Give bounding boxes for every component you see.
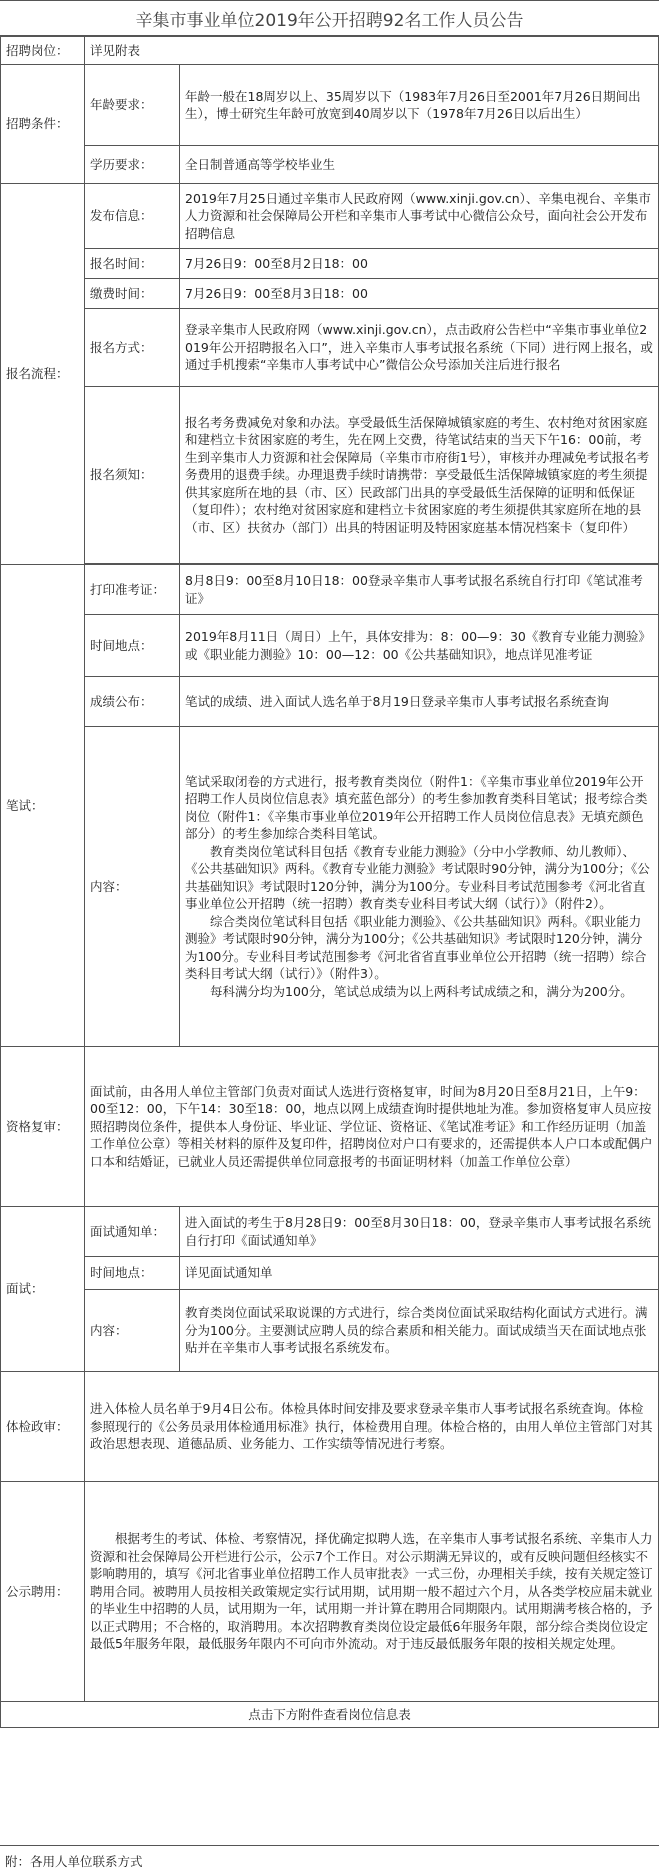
fee-label: 缴费时间： [85,279,180,309]
row-method [1,309,659,387]
row-age [1,65,659,146]
row-written-time [1,615,659,677]
written-content-p4: 每科满分均为100分，笔试总成绩为以上两科考试成绩之和，满分为200分。 [210,983,633,999]
publicity-label: 公示聘用： [1,1482,85,1702]
row-education [1,146,659,184]
row-attachment [1,1702,659,1728]
row-fee [1,279,659,309]
interview-content-label: 内容： [85,1290,180,1372]
interview-content-value: 教育类岗位面试采取说课的方式进行，综合类岗位面试采取结构化面试方式进行。满分为100分。主要测试应聘人员的综合素质和相关能力。面试成绩当天在面试地点张贴并在辛集市人事考试报名系统发布。 [180,1290,659,1372]
row-reg-time [1,249,659,279]
interview-notice-value: 进入面试的考生于8月28日9：00至8月30日18：00，登录辛集市人事考试报名系统自行打印《面试通知单》 [180,1207,659,1257]
row-publish [1,184,659,249]
education-value: 全日制普通高等学校毕业生 [180,146,659,184]
row-position [1,37,659,65]
results-value: 笔试的成绩、进入面试人选名单于8月19日登录辛集市人事考试报名系统查询 [180,677,659,727]
attachment-link[interactable]: 点击下方附件查看岗位信息表 [1,1702,659,1728]
written-time-label: 时间地点： [85,615,180,677]
row-publicity [1,1482,659,1702]
row-interview-notice [1,1207,659,1257]
interview-time-value: 详见面试通知单 [180,1257,659,1290]
page-title: 辛集市事业单位2019年公开招聘92名工作人员公告 [0,0,659,36]
reg-time-value: 7月26日9：00至8月2日18：00 [180,249,659,279]
publicity-value: 根据考生的考试、体检、考察情况，择优确定拟聘人选，在辛集市人事考试报名系统、辛集市人力资源和社会保障局公开栏进行公示，公示7个工作日。对公示期满无异议的，或有反映问题但经核实不影响聘用的，填写《河北省事业单位招聘工作人员审批表》一式三份，办理相关手续，按有关规定签订聘用合同。被聘用人员按相关政策规定实行试用期，试用期一般不超过六个月，从各类学校应届未就业的毕业生中招聘的人员，试用期为一年，试用期一并计算在聘用合同期限内。试用期满考核合格的，予以正式聘用；不合格的，取消聘用。本次招聘教育类岗位设定最低6年服务年限，部分综合类岗位设定最低5年服务年限，最低服务年限内不可向市外流动。对于违反最低服务年限的按相关规定处理。 [85,1482,659,1702]
publish-value: 2019年7月25日通过辛集市人民政府网（www.xinji.gov.cn）、辛集电视台、辛集市人力资源和社会保障局公开栏和辛集市人事考试中心微信公众号，面向社会公开发布招聘信息 [180,184,659,249]
notice-value: 报名考务费减免对象和办法。享受最低生活保障城镇家庭的考生、农村绝对贫困家庭和建档立卡贫困家庭的考生，先在网上交费，待笔试结束的当天下午16：00前，考生到辛集市人力资源和社会保障局（辛集市市府街1号），审核并办理减免考试报名考务费用的退费手续。办理退费手续时请携带：享受最低生活保障城镇家庭的考生须提供其家庭所在地的县（市、区）民政部门出具的享受最低生活保障的证明和低保证（复印件）；农村绝对贫困家庭和建档立卡贫困家庭的考生须提供其家庭所在地的县（市、区）扶贫办（部门）出具的特困证明及特困家庭基本情况档案卡（复印件） [180,387,659,564]
row-interview-time [1,1257,659,1290]
announcement-table [0,36,659,1728]
method-value: 登录辛集市人民政府网（www.xinji.gov.cn），点击政府公告栏中“辛集市事业单位2019年公开招聘报名入口”，进入辛集市人事考试报名系统（下同）进行网上报名，或通过手机搜索“辛集市人事考试中心”微信公众号添加关注后进行报名 [180,309,659,387]
row-results [1,677,659,727]
position-label: 招聘岗位： [1,37,85,65]
publish-label: 发布信息： [85,184,180,249]
row-interview-content [1,1290,659,1372]
results-label: 成绩公布： [85,677,180,727]
admit-label: 打印准考证： [85,565,180,615]
written-label: 笔试： [1,565,85,1047]
row-written-content [1,727,659,1047]
physical-label: 体检政审： [1,1372,85,1482]
row-qualification [1,1047,659,1207]
written-content-p1: 笔试采取闭卷的方式进行，报考教育类岗位（附件1：《辛集市事业单位2019年公开招聘工作人员岗位信息表》填充蓝色部分）的考生参加教育类科目笔试；报考综合类岗位（附件1：《辛集市事业单位2019年公开招聘工作人员岗位信息表》无填充颜色部分）的考生参加综合类科目笔试。 [185,773,648,842]
qualification-label: 资格复审： [1,1047,85,1207]
fee-value: 7月26日9：00至8月3日18：00 [180,279,659,309]
row-notice [1,387,659,564]
registration-label: 报名流程： [1,184,85,565]
footer-contacts: 附：各用人单位联系方式 [0,1845,659,1875]
position-value: 详见附表 [85,37,659,65]
written-content-label: 内容： [85,727,180,1047]
interview-notice-label: 面试通知单： [85,1207,180,1257]
age-value: 年龄一般在18周岁以上、35周岁以下（1983年7月26日至2001年7月26日期间出生），博士研究生年龄可放宽到40周岁以下（1978年7月26日以后出生） [180,65,659,146]
physical-value: 进入体检人员名单于9月4日公布。体检具体时间安排及要求登录辛集市人事考试报名系统查询。体检参照现行的《公务员录用体检通用标准》执行，体检费用自理。体检合格的，由用人单位主管部门对其政治思想表现、道德品质、业务能力、工作实绩等情况进行考察。 [85,1372,659,1482]
interview-time-label: 时间地点： [85,1257,180,1290]
written-time-value: 2019年8月11日（周日）上午，具体安排为：8：00—9：30《教育专业能力测验》或《职业能力测验》10：00—12：00《公共基础知识》，地点详见准考证 [180,615,659,677]
row-physical [1,1372,659,1482]
method-label: 报名方式： [85,309,180,387]
notice-label: 报名须知： [85,387,180,564]
admit-value: 8月8日9：00至8月10日18：00登录辛集市人事考试报名系统自行打印《笔试准考证》 [180,565,659,615]
education-label: 学历要求： [85,146,180,184]
written-content-value [180,727,659,1047]
conditions-label: 招聘条件： [1,65,85,184]
interview-label: 面试： [1,1207,85,1372]
row-admit [1,565,659,615]
written-content-p3: 综合类岗位笔试科目包括《职业能力测验》、《公共基础知识》两科。《职业能力测验》考试限时90分钟，满分为100分；《公共基础知识》考试限时120分钟，满分为100分。专业科目考试范围参考《河北省省直事业单位公开招聘（统一招聘）综合类科目考试大纲（试行）》（附件3）。 [185,913,647,982]
written-content-p2: 教育类岗位笔试科目包括《教育专业能力测验》（分中小学教师、幼儿教师）、《公共基础知识》两科。《教育专业能力测验》考试限时90分钟，满分为100分；《公共基础知识》考试限时120分钟，满分为100分。专业科目考试范围参考《河北省直事业单位公开招聘（统一招聘）教育类专业科目考试大纲（试行）》（附件2）。 [185,843,650,912]
reg-time-label: 报名时间： [85,249,180,279]
qualification-value: 面试前，由各用人单位主管部门负责对面试人选进行资格复审，时间为8月20日至8月21日，上午9：00至12：00，下午14：30至18：00，地点以网上成绩查询时提供地址为准。参加资格复审人员应按照招聘岗位条件，提供本人身份证、毕业证、学位证、资格证、《笔试准考证》和工作经历证明（加盖工作单位公章）等相关材料的原件及复印件，招聘岗位对户口有要求的，还需提供本人户口本或配偶户口本和结婚证，已就业人员还需提供单位同意报考的书面证明材料（加盖工作单位公章） [85,1047,659,1207]
age-label: 年龄要求： [85,65,180,146]
